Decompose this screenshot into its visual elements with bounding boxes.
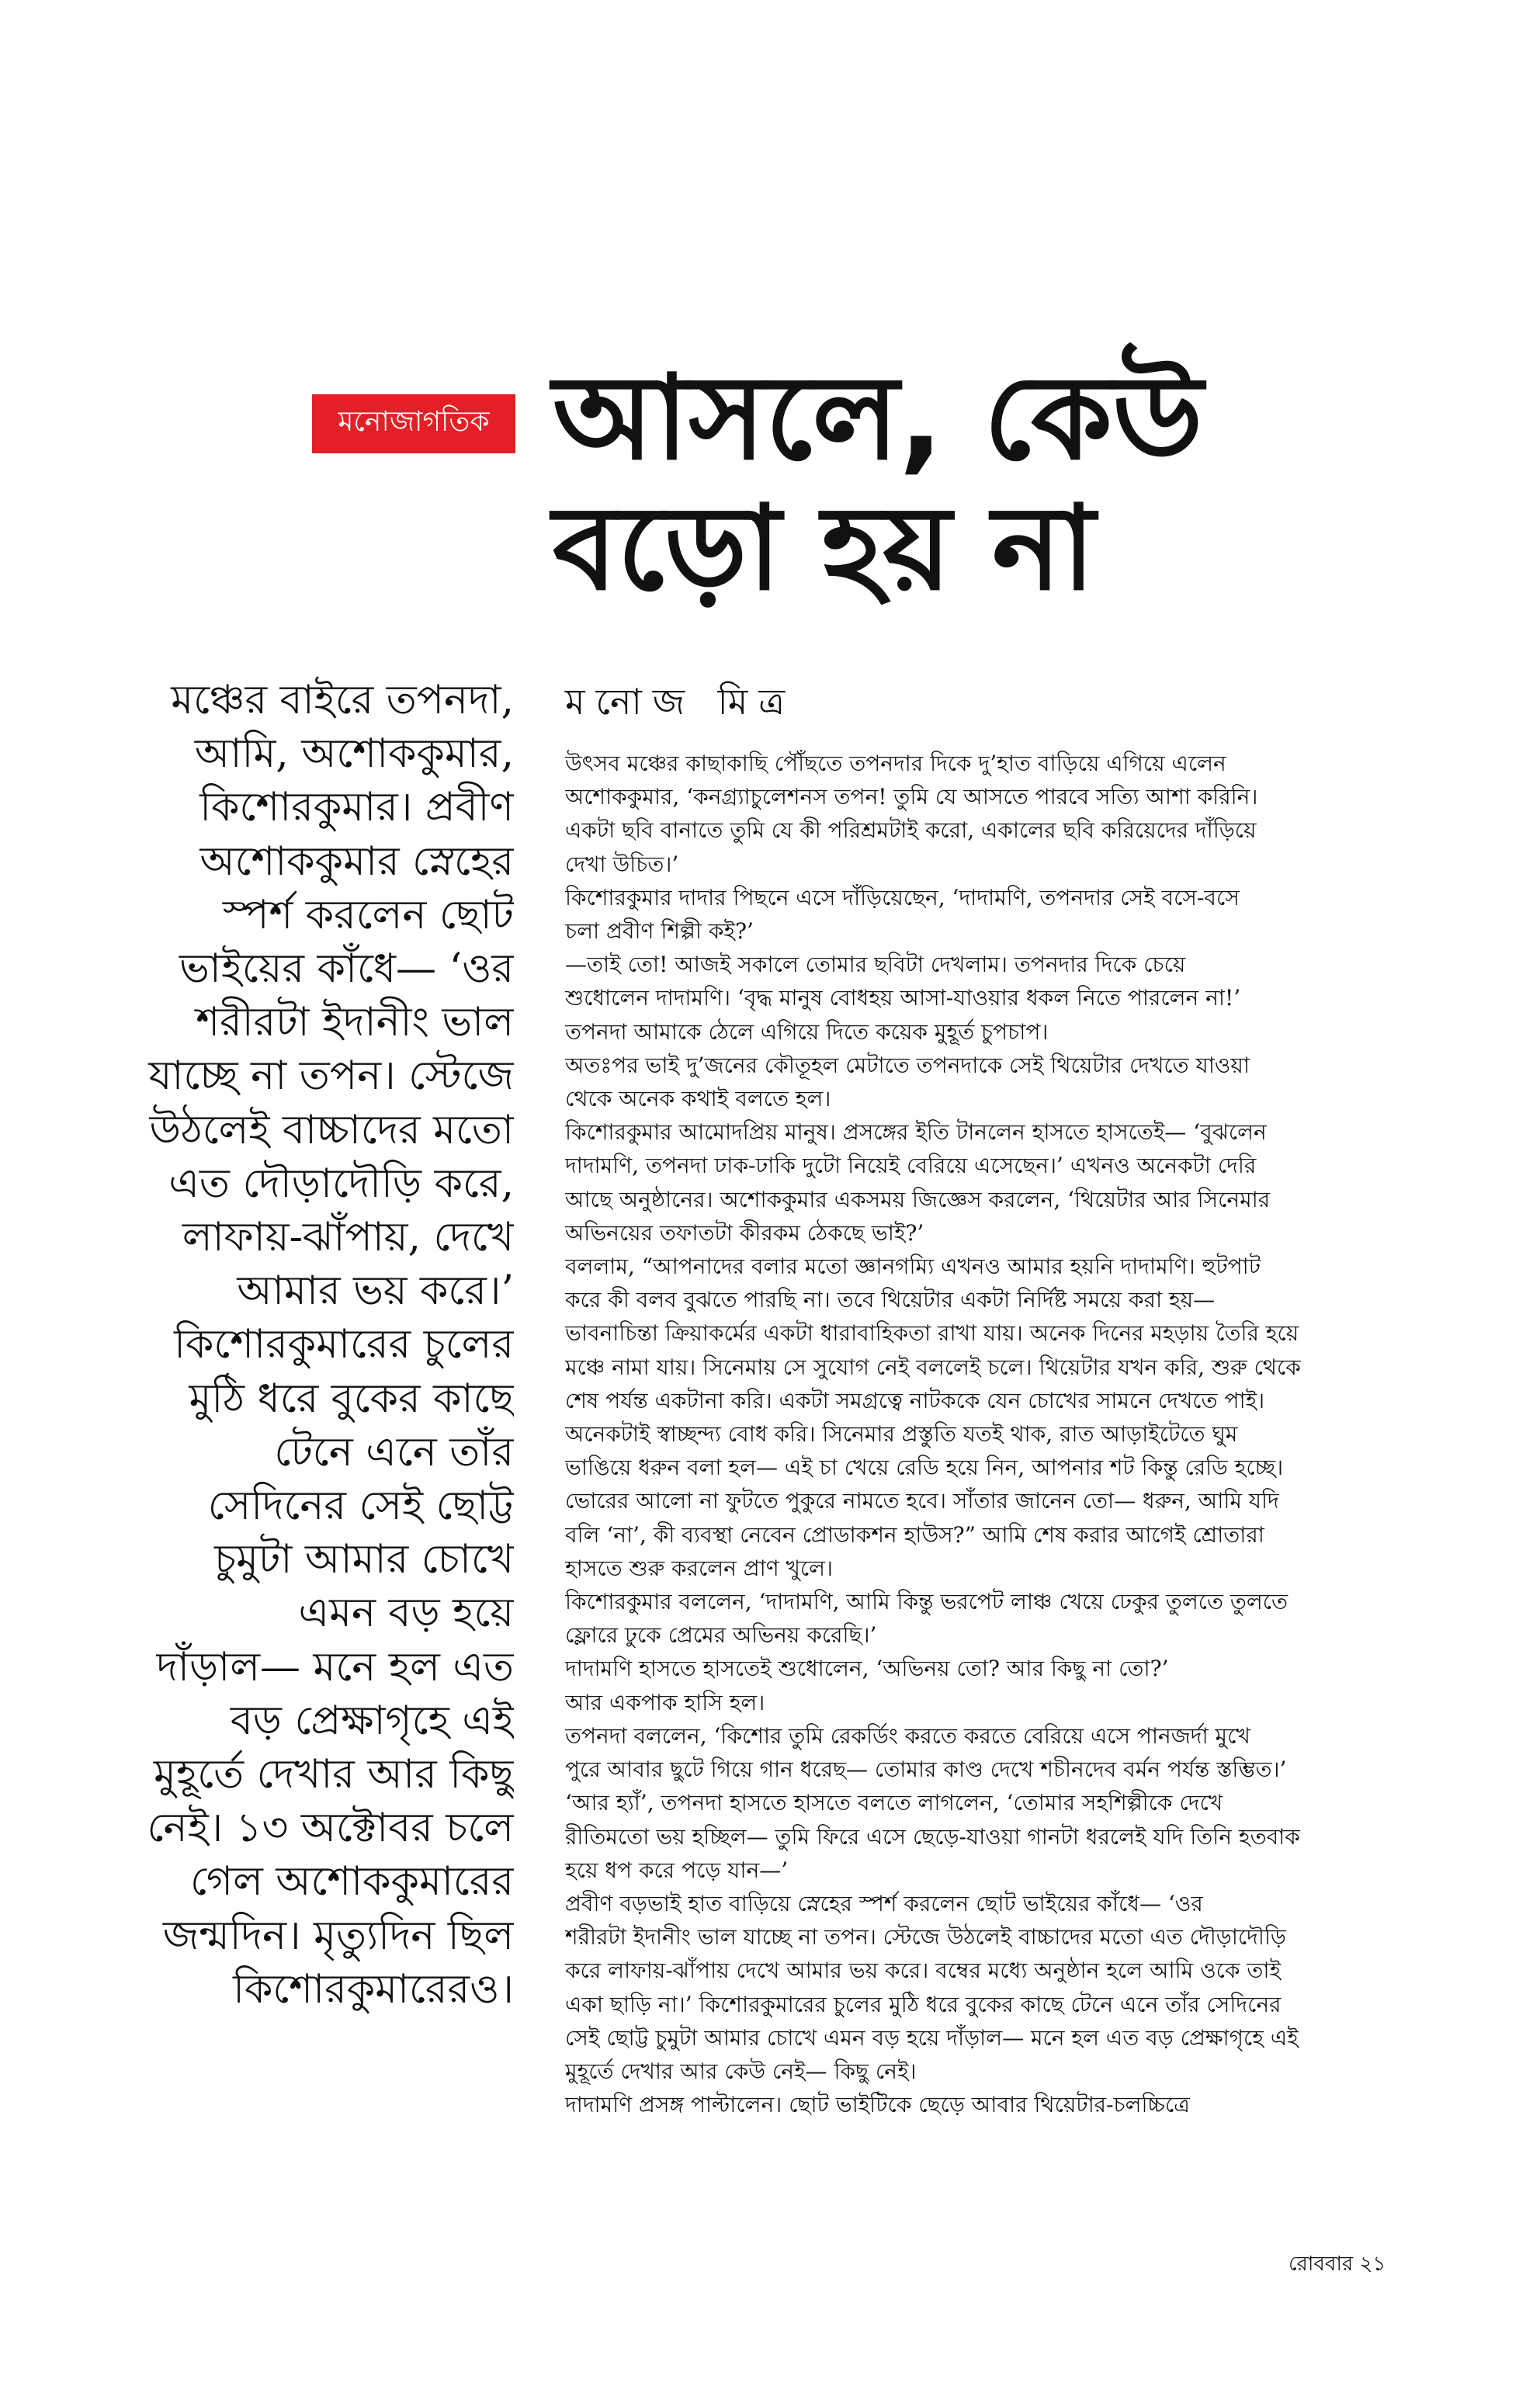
body-line: শেষ পর্যন্ত একটানা করি। একটা সমগ্রত্বে নাটককে যেন চোখের সামনে দেখতে পাই। bbox=[565, 1387, 1265, 1413]
pull-quote-line: মঞ্চের বাইরে তপনদা, bbox=[171, 677, 514, 723]
pull-quote-line: কিশোরকুমারের চুলের bbox=[174, 1321, 514, 1368]
pull-quote-line: মুহূর্তে দেখার আর কিছু bbox=[154, 1751, 514, 1798]
body-line: করে কী বলব বুঝতে পারছি না। তবে থিয়েটার একটা নির্দিষ্ট সময়ে করা হয়— bbox=[565, 1287, 1216, 1313]
headline bbox=[553, 353, 1251, 614]
body-line: অনেকটাই স্বাচ্ছন্দ্য বোধ করি। সিনেমার প্রস্তুতি যতই থাক, রাত আড়াইটেতে ঘুম bbox=[565, 1421, 1238, 1448]
pull-quote-line: কিশোরকুমার। প্রবীণ bbox=[199, 784, 514, 831]
body-line: শুধোলেন দাদামণি। ‘বৃদ্ধ মানুষ বোধহয় আসা-যাওয়ার ধকল নিতে পারলেন না!’ bbox=[565, 985, 1241, 1011]
pull-quote-line: এত দৌড়াদৌড়ি করে, bbox=[168, 1160, 514, 1207]
body-line: মঞ্চে নামা যায়। সিনেমায় সে সুযোগ নেই বললেই চলে। থিয়েটার যখন করি, শুরু থেকে bbox=[565, 1354, 1301, 1380]
body-line: অতঃপর ভাই দু’জনের কৌতূহল মেটাতে তপনদাকে সেই থিয়েটার দেখতে যাওয়া bbox=[565, 1052, 1250, 1078]
body-line: আর একপাক হাসি হল। bbox=[565, 1689, 765, 1715]
body-line: সেই ছোট্ট চুমুটা আমার চোখে এমন বড় হয়ে দাঁড়াল— মনে হল এত বড় প্রেক্ষাগৃহে এই bbox=[565, 2024, 1299, 2051]
body-line: থেকে অনেক কথাই বলতে হল। bbox=[565, 1086, 831, 1112]
body-line: উৎসব মঞ্চের কাছাকাছি পৌঁছতে তপনদার দিকে দু’হাত বাড়িয়ে এগিয়ে এলেন bbox=[565, 751, 1226, 776]
body-line: অশোককুমার, ‘কনগ্র্যাচুলেশনস তপন! তুমি যে আসতে পারবে সত্যি আশা করিনি। bbox=[565, 784, 1258, 810]
body-line: হয়ে ধপ করে পড়ে যান—’ bbox=[565, 1857, 789, 1883]
article-body bbox=[565, 747, 1411, 2121]
body-line: ভাঙিয়ে ধরুন বলা হল— এই চা খেয়ে রেডি হয়ে নিন, আপনার শট কিন্তু রেডি হচ্ছে। bbox=[565, 1455, 1284, 1481]
pull-quote-line: যাচ্ছে না তপন। স্টেজে bbox=[148, 1053, 514, 1100]
body-line: দেখা উচিত।’ bbox=[565, 851, 679, 877]
body-line: অভিনয়ের তফাতটা কীরকম ঠেকছে ভাই?’ bbox=[565, 1219, 924, 1246]
pull-quote-line: অশোককুমার স্নেহের bbox=[199, 838, 514, 885]
pull-quote-line: আমার ভয় করে।’ bbox=[237, 1268, 514, 1315]
body-line: ভাবনাচিন্তা ক্রিয়াকর্মের একটা ধারাবাহিকতা রাখা যায়। অনেক দিনের মহড়ায় তৈরি হয়ে bbox=[565, 1320, 1299, 1347]
pull-quote-line: নেই। ১৩ অক্টোবর চলে bbox=[147, 1805, 514, 1852]
body-line: একটা ছবি বানাতে তুমি যে কী পরিশ্রমটাই করো, একালের ছবি করিয়েদের দাঁড়িয়ে bbox=[565, 817, 1257, 844]
body-line: তপনদা বললেন, ‘কিশোর তুমি রেকর্ডিং করতে করতে বেরিয়ে এসে পানজর্দা মুখে bbox=[565, 1722, 1250, 1749]
section-tag: মনোজাগতিক bbox=[312, 394, 515, 453]
pull-quote-line: গেল অশোককুমারের bbox=[189, 1858, 514, 1906]
page-folio: রোববার ২১ bbox=[1289, 2253, 1386, 2276]
body-line: দাদামণি প্রসঙ্গ পাল্টালেন। ছোট ভাইটিকে ছেড়ে আবার থিয়েটার-চলচ্চিত্রে bbox=[565, 2092, 1190, 2118]
body-line: দাদামণি হাসতে হাসতেই শুধোলেন, ‘অভিনয় তো? আর কিছু না তো?’ bbox=[565, 1656, 1169, 1682]
pull-quote-line: কিশোরকুমারেরও। bbox=[233, 1965, 514, 2013]
pull-quote-line: দাঁড়াল— মনে হল এত bbox=[156, 1643, 514, 1691]
body-line: বললাম, “আপনাদের বলার মতো জ্ঞানগম্যি এখনও আমার হয়নি দাদামণি। হুটপাট bbox=[565, 1254, 1261, 1280]
pull-quote-line: চুমুটা আমার চোখে bbox=[214, 1536, 514, 1583]
pull-quote-line: টেনে এনে তাঁর bbox=[274, 1428, 514, 1476]
body-line: —তাই তো! আজই সকালে তোমার ছবিটা দেখলাম। তপনদার দিকে চেয়ে bbox=[565, 952, 1186, 978]
body-line: মুহূর্তে দেখার আর কেউ নেই— কিছু নেই। bbox=[565, 2058, 917, 2084]
body-line: করে লাফায়-ঝাঁপায় দেখে আমার ভয় করে। বম্বের মধ্যে অনুষ্ঠান হলে আমি ওকে তাই bbox=[565, 1958, 1282, 1984]
body-line: আছে অনুষ্ঠানের। অশোককুমার একসময় জিজ্ঞেস করলেন, ‘থিয়েটার আর সিনেমার bbox=[565, 1186, 1271, 1212]
body-line: ফ্লোরে ঢুকে প্রেমের অভিনয় করেছি।’ bbox=[565, 1622, 877, 1649]
body-line: একা ছাড়ি না।’ কিশোরকুমারের চুলের মুঠি ধরে বুকের কাছে টেনে এনে তাঁর সেদিনের bbox=[565, 1991, 1282, 2017]
body-line: কিশোরকুমার বললেন, ‘দাদামণি, আমি কিন্তু ভরপেট লাঞ্চ খেয়ে ঢেকুর তুলতে তুলতে bbox=[565, 1589, 1289, 1615]
pull-quote-line: স্পর্শ করলেন ছোট bbox=[222, 891, 514, 938]
body-line: দাদামণি, তপনদা ঢাক-ঢাকি দুটো নিয়েই বেরিয়ে এসেছেন।’ এখনও অনেকটা দেরি bbox=[565, 1153, 1257, 1179]
headline-line-1: আসলে, কেউ bbox=[553, 351, 1203, 486]
body-line: শরীরটা ইদানীং ভাল যাচ্ছে না তপন। স্টেজে উঠলেই বাচ্চাদের মতো এত দৌড়াদৌড়ি bbox=[565, 1924, 1286, 1951]
pull-quote-line: ভাইয়ের কাঁধে— ‘ওর bbox=[179, 945, 514, 993]
body-line: তপনদা আমাকে ঠেলে এগিয়ে দিতে কয়েক মুহূর্ত চুপচাপ। bbox=[565, 1018, 1049, 1045]
body-line: হাসতে শুরু করলেন প্রাণ খুলে। bbox=[565, 1555, 834, 1581]
body-line: প্রবীণ বড়ভাই হাত বাড়িয়ে স্নেহের স্পর্শ করলেন ছোট ভাইয়ের কাঁধে— ‘ওর bbox=[565, 1890, 1203, 1916]
body-line: ‘আর হ্যাঁ’, তপনদা হাসতে হাসতে বলতে লাগলেন, ‘তোমার সহশিল্পীকে দেখে bbox=[565, 1790, 1223, 1816]
body-line: কিশোরকুমার আমোদপ্রিয় মানুষ। প্রসঙ্গের ইতি টানলেন হাসতে হাসতেই— ‘বুঝলেন bbox=[565, 1119, 1267, 1146]
body-line: ভোরের আলো না ফুটতে পুকুরে নামতে হবে। সাঁতার জানেন তো— ধরুন, আমি যদি bbox=[565, 1488, 1279, 1514]
pull-quote-line: লাফায়-ঝাঁপায়, দেখে bbox=[182, 1214, 514, 1261]
body-line: বলি ‘না’, কী ব্যবস্থা নেবেন প্রোডাকশন হাউস?” আমি শেষ করার আগেই শ্রোতারা bbox=[565, 1521, 1264, 1548]
pull-quote-line: আমি, অশোককুমার, bbox=[194, 730, 514, 778]
pull-quote-line: বড় প্রেক্ষাগৃহে এই bbox=[230, 1697, 514, 1744]
body-line: চলা প্রবীণ শিল্পী কই?’ bbox=[565, 918, 754, 945]
headline-line-2: বড়ো হয় না bbox=[553, 481, 1095, 616]
pull-quote-line: উঠলেই বাচ্চাদের মতো bbox=[149, 1106, 514, 1153]
pull-quote-line: এমন বড় হয়ে bbox=[298, 1590, 514, 1637]
pull-quote-line: জন্মদিন। মৃত্যুদিন ছিল bbox=[162, 1912, 514, 1959]
body-line: রীতিমতো ভয় হচ্ছিল— তুমি ফিরে এসে ছেড়ে-যাওয়া গানটা ধরলেই যদি তিনি হতবাক bbox=[565, 1823, 1300, 1850]
pull-quote bbox=[132, 674, 514, 2017]
body-line: পুরে আবার ছুটে গিয়ে গান ধরেছ— তোমার কাণ্ড দেখে শচীনদেব বর্মন পর্যন্ত স্তম্ভিত।’ bbox=[565, 1757, 1287, 1783]
pull-quote-line: মুঠি ধরে বুকের কাছে bbox=[189, 1375, 514, 1422]
byline: মনোজ মিত্র bbox=[565, 681, 796, 723]
body-line: কিশোরকুমার দাদার পিছনে এসে দাঁড়িয়েছেন, ‘দাদামণি, তপনদার সেই বসে-বসে bbox=[565, 884, 1240, 910]
pull-quote-line: সেদিনের সেই ছোট্ট bbox=[207, 1483, 514, 1530]
pull-quote-line: শরীরটা ইদানীং ভাল bbox=[196, 999, 514, 1046]
